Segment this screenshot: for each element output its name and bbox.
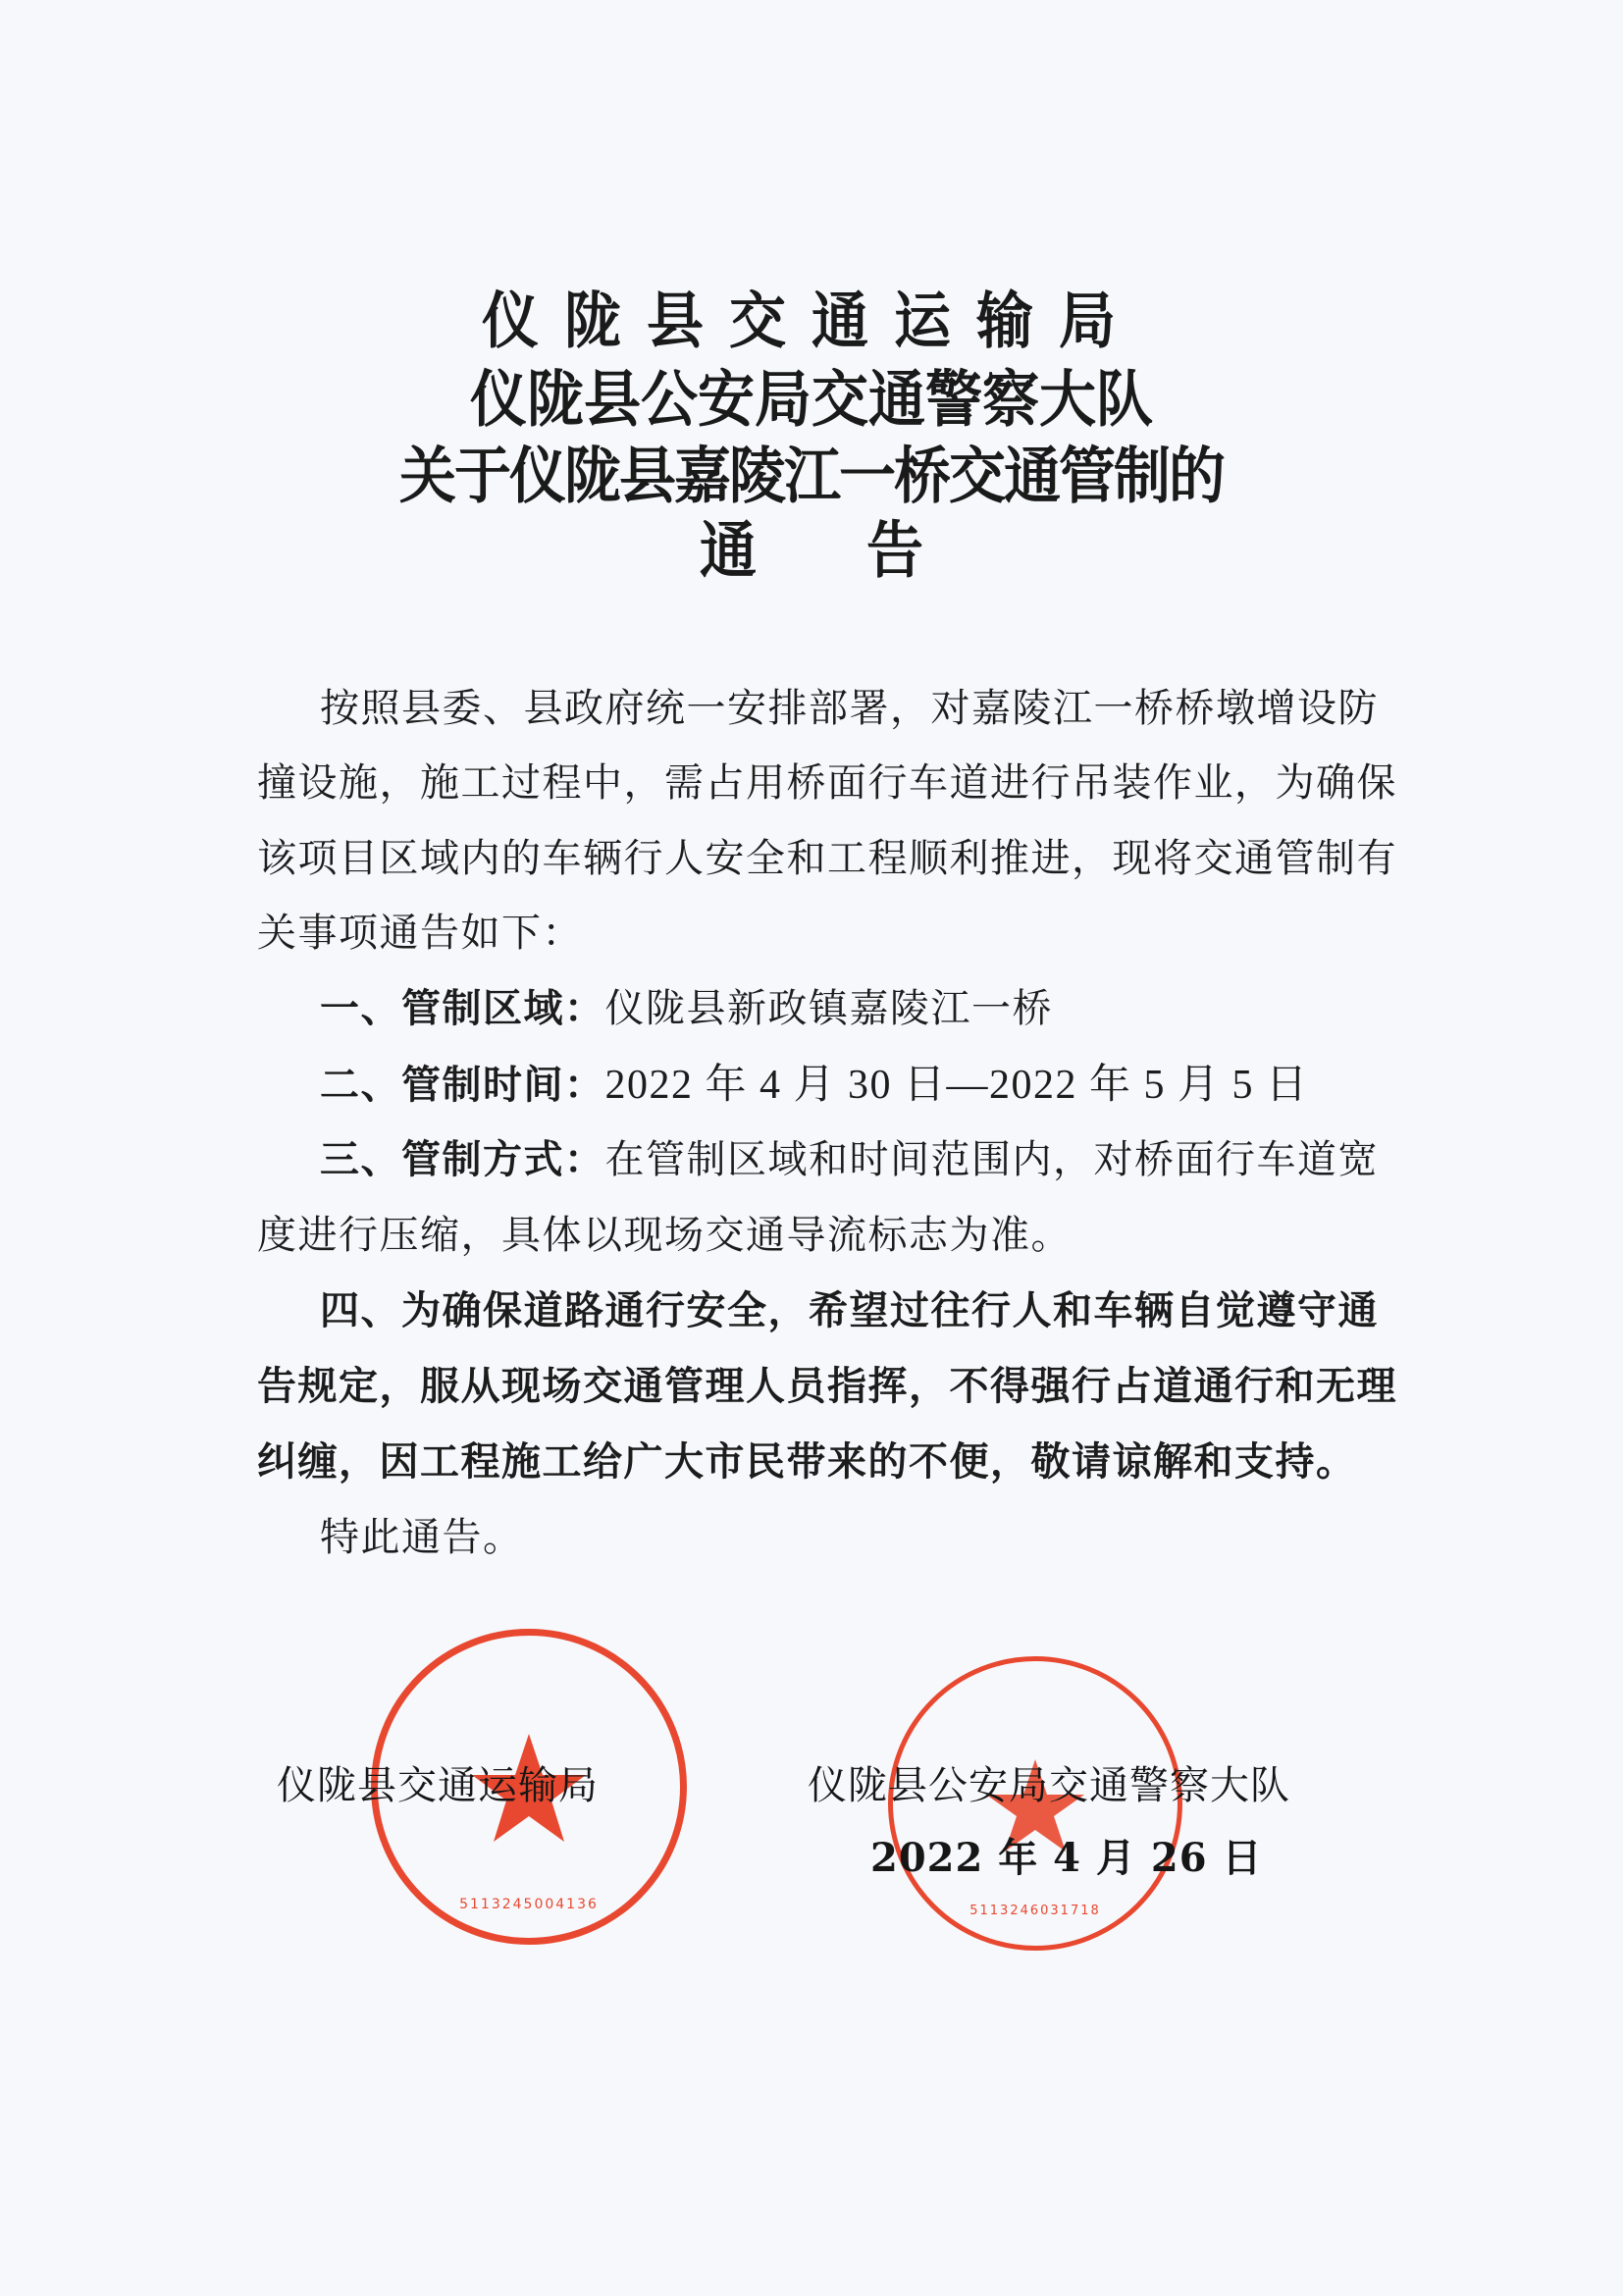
svg-text:5113245004136: 5113245004136 [459,1897,599,1912]
signature-date: 2022 年 4 月 26 日 [870,1835,1263,1881]
signature-traffic-police: 仪陇县公安局交通警察大队 [808,1763,1290,1808]
item-1 [320,986,1053,1031]
title-line-1: 仪陇县交通运输局 [481,285,1141,357]
intro-line-1: 按照县委、县政府统一安排部署，对嘉陵江一桥桥墩增设防 [320,686,1379,731]
item-3-text-2: 度进行压缩，具体以现场交通导流标志为准。 [257,1213,1072,1258]
title-line-2: 仪陇县公安局交通警察大队 [469,363,1153,436]
intro-line-4: 关事项通告如下： [257,911,583,956]
intro-line-2: 撞设施，施工过程中，需占用桥面行车道进行吊装作业，为确保 [257,760,1397,806]
item-1-text: 仪陇县新政镇嘉陵江一桥 [604,986,1053,1031]
item-4-line-2: 告规定，服从现场交通管理人员指挥，不得强行占道通行和无理 [257,1364,1397,1409]
item-2-text: 2022 年 4 月 30 日—2022 年 5 月 5 日 [604,1063,1309,1108]
item-4-line-1: 四、为确保道路通行安全，希望过往行人和车辆自觉遵守通 [320,1288,1379,1333]
svg-text:5113246031718: 5113246031718 [969,1904,1101,1918]
signature-transport-bureau: 仪陇县交通运输局 [277,1763,599,1808]
item-2 [320,1065,1309,1106]
item-3-label: 三、管制方式： [320,1137,605,1182]
item-3 [320,1137,1379,1182]
title-line-4: 通告 [699,514,1033,587]
item-3-text-1: 在管制区域和时间范围内，对桥面行车道宽 [604,1137,1379,1182]
item-1-label: 一、管制区域： [320,986,605,1031]
intro-line-3: 该项目区域内的车辆行人安全和工程顺利推进，现将交通管制有 [257,836,1397,881]
closing: 特此通告。 [320,1515,524,1560]
item-2-label: 二、管制时间： [320,1063,605,1108]
item-4-line-3: 纠缠，因工程施工给广大市民带来的不便，敬请谅解和支持。 [257,1439,1357,1485]
title-line-3: 关于仪陇县嘉陵江一桥交通管制的 [398,440,1224,512]
